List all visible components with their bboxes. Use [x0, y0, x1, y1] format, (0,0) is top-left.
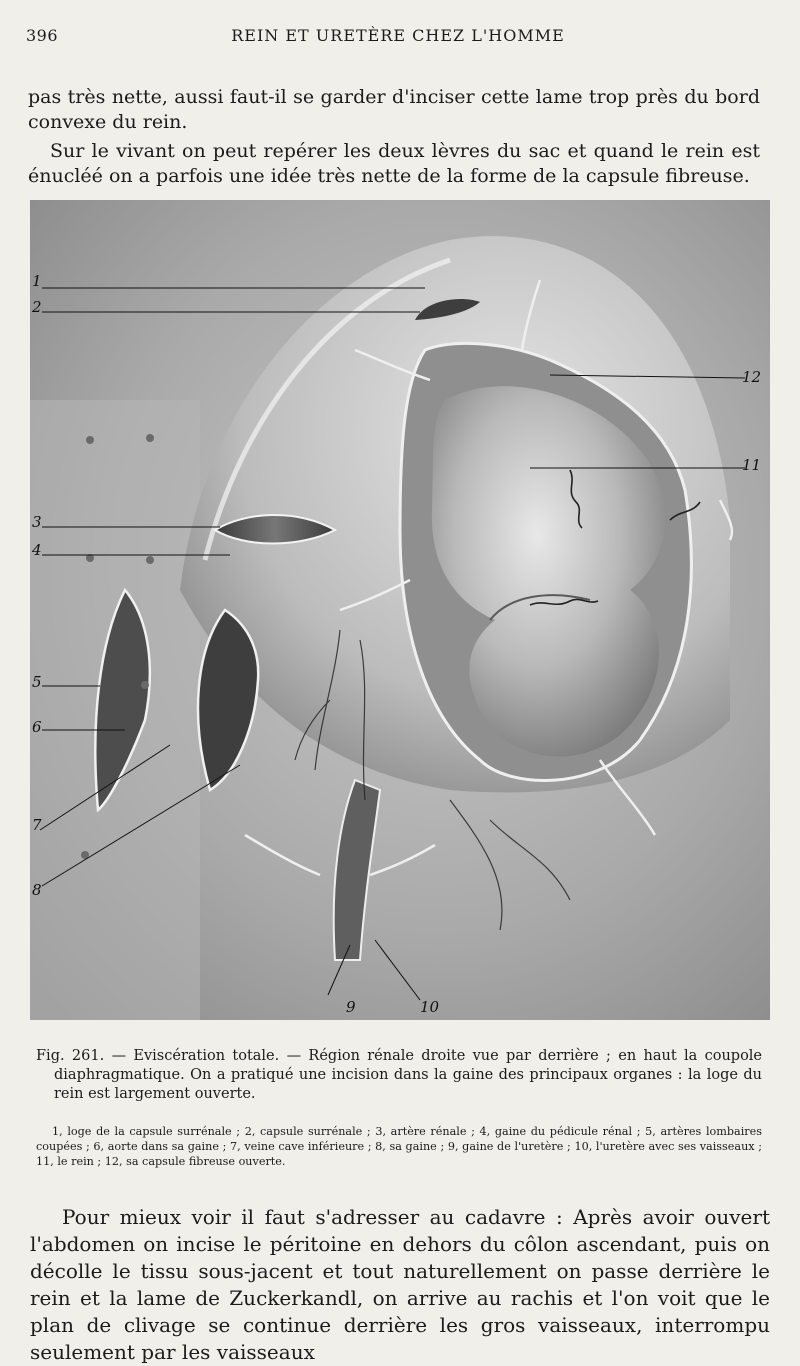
paragraph-cadavre: Pour mieux voir il faut s'adresser au cadavre : Après avoir ouvert l'abdomen on incise le péritoine en dehors du côlon ascendant, puis on décolle le tissu sous-jacent et tout naturellement on passe derrière le rein et la lame de Zuckerkandl, on arrive au rachis et l'on voit que le plan de clivage se continue derrière les gros vaisseaux, interrompu seulement par les vaisseaux: [30, 1205, 770, 1364]
label-4: 4: [32, 541, 42, 559]
label-5: 5: [32, 673, 42, 691]
label-10: 10: [420, 998, 440, 1016]
label-8: 8: [32, 881, 42, 899]
label-7: 7: [32, 816, 42, 834]
running-title: REIN ET URETÈRE CHEZ L'HOMME: [231, 26, 565, 45]
label-1: 1: [32, 272, 42, 290]
label-12: 12: [742, 368, 762, 386]
figure-legend: 1, loge de la capsule surrénale ; 2, capsule surrénale ; 3, artère rénale ; 4, gaine du pédicule rénal ; 5, artères lombaires coupées ; 6, aorte dans sa gaine ; 7, veine cave inférieure ; 8, sa gaine ; 9, gaine de l'uretère ; 10, l'uretère avec ses vaisseaux ; 11, le rein ; 12, sa capsule fibreuse ouverte.: [36, 1125, 762, 1169]
label-6: 6: [32, 718, 42, 736]
anatomical-illustration: [30, 200, 770, 1020]
figure-number: Fig. 261.: [36, 1048, 105, 1064]
figure-caption-text: — Eviscération totale. — Région rénale droite vue par derrière ; en haut la coupole diaphragmatique. On a pratiqué une incision dans la gaine des principaux organes : la loge du rein est largement ouverte.: [54, 1048, 763, 1102]
paragraph-vivant: Sur le vivant on peut repérer les deux lèvres du sac et quand le rein est énucléé on a parfois une idée très nette de la forme de la capsule fibreuse.: [28, 140, 760, 187]
figure-caption: [36, 1047, 762, 1104]
label-2: 2: [32, 298, 42, 316]
paragraph-continuation: pas très nette, aussi faut-il se garder d'inciser cette lame trop près du bord convexe du rein.: [28, 86, 760, 133]
page-number: 396: [26, 26, 59, 45]
label-11: 11: [742, 456, 762, 474]
anatomical-plate: [30, 200, 770, 1020]
label-3: 3: [32, 513, 42, 531]
running-head: [26, 26, 770, 48]
label-9: 9: [346, 998, 356, 1016]
